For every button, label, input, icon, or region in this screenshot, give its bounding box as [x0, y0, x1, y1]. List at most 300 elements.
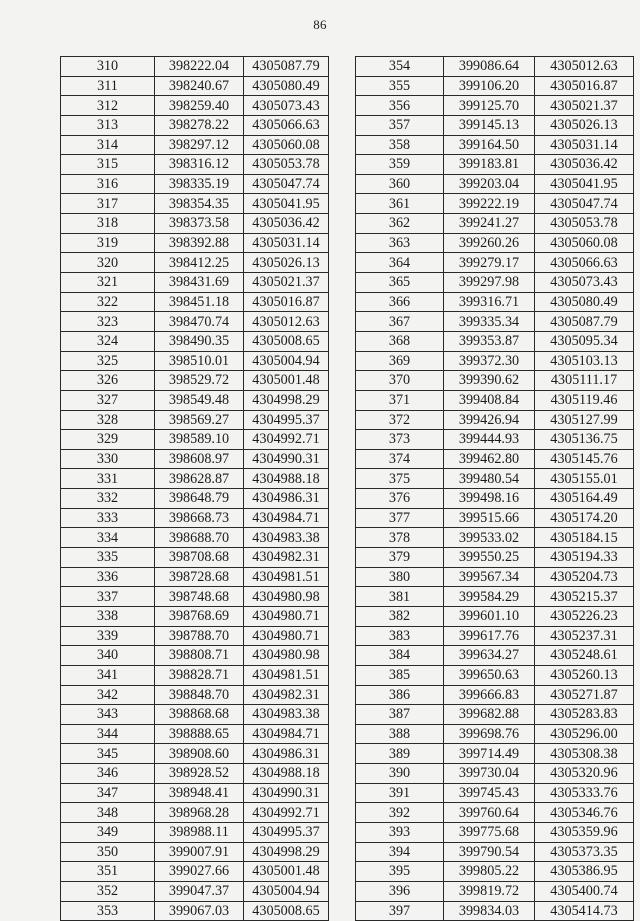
x-coordinate-cell: 398335.19 — [155, 174, 244, 194]
table-row — [61, 665, 329, 685]
x-coordinate-cell: 399515.66 — [444, 508, 535, 528]
point-number-cell: 353 — [61, 901, 155, 921]
point-number-cell: 393 — [356, 822, 444, 842]
table-row — [356, 764, 634, 784]
y-coordinate-cell: 4304988.18 — [244, 469, 329, 489]
y-coordinate-cell: 4305119.46 — [535, 390, 634, 410]
y-coordinate-cell: 4304998.29 — [244, 842, 329, 862]
x-coordinate-cell: 399819.72 — [444, 881, 535, 901]
table-row — [61, 764, 329, 784]
table-row — [61, 76, 329, 96]
y-coordinate-cell: 4305026.13 — [244, 253, 329, 273]
table-row — [356, 371, 634, 391]
table-row — [61, 705, 329, 725]
y-coordinate-cell: 4304982.31 — [244, 548, 329, 568]
x-coordinate-cell: 399730.04 — [444, 764, 535, 784]
table-row — [61, 901, 329, 921]
point-number-cell: 377 — [356, 508, 444, 528]
point-number-cell: 361 — [356, 194, 444, 214]
y-coordinate-cell: 4305320.96 — [535, 764, 634, 784]
x-coordinate-cell: 398928.52 — [155, 764, 244, 784]
point-number-cell: 387 — [356, 705, 444, 725]
table-row — [356, 665, 634, 685]
point-number-cell: 396 — [356, 881, 444, 901]
table-row — [61, 587, 329, 607]
y-coordinate-cell: 4305184.15 — [535, 528, 634, 548]
y-coordinate-cell: 4304983.38 — [244, 528, 329, 548]
x-coordinate-cell: 398768.69 — [155, 606, 244, 626]
y-coordinate-cell: 4304980.71 — [244, 606, 329, 626]
point-number-cell: 321 — [61, 273, 155, 293]
x-coordinate-cell: 398569.27 — [155, 410, 244, 430]
y-coordinate-cell: 4305016.87 — [244, 292, 329, 312]
point-number-cell: 366 — [356, 292, 444, 312]
table-row — [356, 174, 634, 194]
table-row — [61, 351, 329, 371]
table-row — [61, 803, 329, 823]
y-coordinate-cell: 4305004.94 — [244, 351, 329, 371]
table-row — [356, 155, 634, 175]
y-coordinate-cell: 4305087.79 — [244, 57, 329, 77]
table-row — [356, 606, 634, 626]
x-coordinate-cell: 398788.70 — [155, 626, 244, 646]
y-coordinate-cell: 4305041.95 — [535, 174, 634, 194]
point-number-cell: 364 — [356, 253, 444, 273]
y-coordinate-cell: 4305155.01 — [535, 469, 634, 489]
point-number-cell: 340 — [61, 646, 155, 666]
table-row — [61, 135, 329, 155]
point-number-cell: 337 — [61, 587, 155, 607]
y-coordinate-cell: 4305215.37 — [535, 587, 634, 607]
x-coordinate-cell: 398549.48 — [155, 390, 244, 410]
point-number-cell: 331 — [61, 469, 155, 489]
y-coordinate-cell: 4305271.87 — [535, 685, 634, 705]
y-coordinate-cell: 4305296.00 — [535, 724, 634, 744]
x-coordinate-cell: 398278.22 — [155, 115, 244, 135]
table-row — [356, 312, 634, 332]
table-row — [61, 115, 329, 135]
table-row — [61, 548, 329, 568]
table-row — [356, 567, 634, 587]
table-row — [356, 685, 634, 705]
y-coordinate-cell: 4305414.73 — [535, 901, 634, 921]
table-row — [356, 449, 634, 469]
point-number-cell: 367 — [356, 312, 444, 332]
table-row — [61, 214, 329, 234]
point-number-cell: 350 — [61, 842, 155, 862]
y-coordinate-cell: 4304980.98 — [244, 587, 329, 607]
y-coordinate-cell: 4304980.71 — [244, 626, 329, 646]
point-number-cell: 376 — [356, 489, 444, 509]
table-row — [61, 881, 329, 901]
point-number-cell: 348 — [61, 803, 155, 823]
x-coordinate-cell: 398392.88 — [155, 233, 244, 253]
x-coordinate-cell: 399634.27 — [444, 646, 535, 666]
y-coordinate-cell: 4305237.31 — [535, 626, 634, 646]
table-row — [61, 430, 329, 450]
x-coordinate-cell: 398948.41 — [155, 783, 244, 803]
x-coordinate-cell: 399047.37 — [155, 881, 244, 901]
y-coordinate-cell: 4305087.79 — [535, 312, 634, 332]
x-coordinate-cell: 398988.11 — [155, 822, 244, 842]
y-coordinate-cell: 4305016.87 — [535, 76, 634, 96]
x-coordinate-cell: 399183.81 — [444, 155, 535, 175]
x-coordinate-cell: 399316.71 — [444, 292, 535, 312]
y-coordinate-cell: 4305226.23 — [535, 606, 634, 626]
table-row — [61, 253, 329, 273]
table-row — [356, 803, 634, 823]
y-coordinate-cell: 4304984.71 — [244, 508, 329, 528]
x-coordinate-cell: 399567.34 — [444, 567, 535, 587]
point-number-cell: 395 — [356, 862, 444, 882]
point-number-cell: 390 — [356, 764, 444, 784]
x-coordinate-cell: 399834.03 — [444, 901, 535, 921]
point-number-cell: 349 — [61, 822, 155, 842]
y-coordinate-cell: 4305164.49 — [535, 489, 634, 509]
x-coordinate-cell: 399550.25 — [444, 548, 535, 568]
x-coordinate-cell: 399203.04 — [444, 174, 535, 194]
x-coordinate-cell: 398908.60 — [155, 744, 244, 764]
y-coordinate-cell: 4305004.94 — [244, 881, 329, 901]
y-coordinate-cell: 4305204.73 — [535, 567, 634, 587]
x-coordinate-cell: 399805.22 — [444, 862, 535, 882]
point-number-cell: 384 — [356, 646, 444, 666]
x-coordinate-cell: 398240.67 — [155, 76, 244, 96]
x-coordinate-cell: 399426.94 — [444, 410, 535, 430]
table-row — [61, 273, 329, 293]
table-row — [61, 174, 329, 194]
point-number-cell: 375 — [356, 469, 444, 489]
y-coordinate-cell: 4304990.31 — [244, 783, 329, 803]
point-number-cell: 386 — [356, 685, 444, 705]
point-number-cell: 314 — [61, 135, 155, 155]
x-coordinate-cell: 399297.98 — [444, 273, 535, 293]
y-coordinate-cell: 4305066.63 — [535, 253, 634, 273]
y-coordinate-cell: 4305136.75 — [535, 430, 634, 450]
x-coordinate-cell: 399067.03 — [155, 901, 244, 921]
coordinates-table-left-body — [61, 57, 329, 921]
point-number-cell: 342 — [61, 685, 155, 705]
point-number-cell: 358 — [356, 135, 444, 155]
point-number-cell: 394 — [356, 842, 444, 862]
point-number-cell: 313 — [61, 115, 155, 135]
table-row — [61, 489, 329, 509]
x-coordinate-cell: 399650.63 — [444, 665, 535, 685]
point-number-cell: 318 — [61, 214, 155, 234]
point-number-cell: 355 — [356, 76, 444, 96]
table-row — [356, 626, 634, 646]
point-number-cell: 323 — [61, 312, 155, 332]
table-row — [61, 331, 329, 351]
y-coordinate-cell: 4305026.13 — [535, 115, 634, 135]
x-coordinate-cell: 398354.35 — [155, 194, 244, 214]
x-coordinate-cell: 398808.71 — [155, 646, 244, 666]
x-coordinate-cell: 399584.29 — [444, 587, 535, 607]
table-row — [356, 528, 634, 548]
x-coordinate-cell: 398968.28 — [155, 803, 244, 823]
point-number-cell: 345 — [61, 744, 155, 764]
y-coordinate-cell: 4304998.29 — [244, 390, 329, 410]
y-coordinate-cell: 4305001.48 — [244, 862, 329, 882]
x-coordinate-cell: 398490.35 — [155, 331, 244, 351]
y-coordinate-cell: 4305036.42 — [244, 214, 329, 234]
table-row — [356, 489, 634, 509]
point-number-cell: 371 — [356, 390, 444, 410]
x-coordinate-cell: 399790.54 — [444, 842, 535, 862]
point-number-cell: 369 — [356, 351, 444, 371]
point-number-cell: 392 — [356, 803, 444, 823]
point-number-cell: 329 — [61, 430, 155, 450]
x-coordinate-cell: 398608.97 — [155, 449, 244, 469]
x-coordinate-cell: 399408.84 — [444, 390, 535, 410]
table-row — [61, 57, 329, 77]
y-coordinate-cell: 4305060.08 — [535, 233, 634, 253]
y-coordinate-cell: 4305012.63 — [535, 57, 634, 77]
point-number-cell: 357 — [356, 115, 444, 135]
point-number-cell: 328 — [61, 410, 155, 430]
x-coordinate-cell: 399682.88 — [444, 705, 535, 725]
x-coordinate-cell: 398668.73 — [155, 508, 244, 528]
table-row — [61, 449, 329, 469]
table-row — [61, 646, 329, 666]
table-row — [61, 626, 329, 646]
table-row — [356, 783, 634, 803]
point-number-cell: 322 — [61, 292, 155, 312]
point-number-cell: 382 — [356, 606, 444, 626]
y-coordinate-cell: 4305386.95 — [535, 862, 634, 882]
table-row — [356, 430, 634, 450]
x-coordinate-cell: 399145.13 — [444, 115, 535, 135]
y-coordinate-cell: 4305066.63 — [244, 115, 329, 135]
table-row — [356, 76, 634, 96]
point-number-cell: 359 — [356, 155, 444, 175]
y-coordinate-cell: 4305041.95 — [244, 194, 329, 214]
table-row — [61, 390, 329, 410]
point-number-cell: 327 — [61, 390, 155, 410]
point-number-cell: 317 — [61, 194, 155, 214]
table-row — [61, 783, 329, 803]
point-number-cell: 385 — [356, 665, 444, 685]
table-row — [61, 862, 329, 882]
table-row — [356, 881, 634, 901]
y-coordinate-cell: 4305346.76 — [535, 803, 634, 823]
table-row — [356, 469, 634, 489]
x-coordinate-cell: 399480.54 — [444, 469, 535, 489]
y-coordinate-cell: 4304983.38 — [244, 705, 329, 725]
x-coordinate-cell: 398470.74 — [155, 312, 244, 332]
point-number-cell: 319 — [61, 233, 155, 253]
x-coordinate-cell: 398529.72 — [155, 371, 244, 391]
coordinates-table-left — [60, 56, 329, 921]
point-number-cell: 332 — [61, 489, 155, 509]
y-coordinate-cell: 4305036.42 — [535, 155, 634, 175]
page-number: 86 — [313, 17, 327, 32]
coordinates-table-right — [355, 56, 634, 921]
table-row — [356, 135, 634, 155]
y-coordinate-cell: 4305359.96 — [535, 822, 634, 842]
y-coordinate-cell: 4305111.17 — [535, 371, 634, 391]
y-coordinate-cell: 4305001.48 — [244, 371, 329, 391]
point-number-cell: 381 — [356, 587, 444, 607]
table-row — [356, 331, 634, 351]
table-row — [356, 57, 634, 77]
table-row — [61, 312, 329, 332]
point-number-cell: 346 — [61, 764, 155, 784]
table-row — [61, 842, 329, 862]
x-coordinate-cell: 398848.70 — [155, 685, 244, 705]
point-number-cell: 333 — [61, 508, 155, 528]
point-number-cell: 312 — [61, 96, 155, 116]
table-row — [61, 528, 329, 548]
y-coordinate-cell: 4305095.34 — [535, 331, 634, 351]
y-coordinate-cell: 4305194.33 — [535, 548, 634, 568]
x-coordinate-cell: 399164.50 — [444, 135, 535, 155]
table-row — [356, 96, 634, 116]
y-coordinate-cell: 4304981.51 — [244, 567, 329, 587]
table-row — [356, 115, 634, 135]
point-number-cell: 351 — [61, 862, 155, 882]
y-coordinate-cell: 4305248.61 — [535, 646, 634, 666]
table-row — [61, 508, 329, 528]
point-number-cell: 383 — [356, 626, 444, 646]
x-coordinate-cell: 398297.12 — [155, 135, 244, 155]
x-coordinate-cell: 399760.64 — [444, 803, 535, 823]
x-coordinate-cell: 398431.69 — [155, 273, 244, 293]
x-coordinate-cell: 398888.65 — [155, 724, 244, 744]
x-coordinate-cell: 399353.87 — [444, 331, 535, 351]
x-coordinate-cell: 399372.30 — [444, 351, 535, 371]
y-coordinate-cell: 4305047.74 — [244, 174, 329, 194]
table-row — [356, 233, 634, 253]
y-coordinate-cell: 4305333.76 — [535, 783, 634, 803]
y-coordinate-cell: 4305053.78 — [244, 155, 329, 175]
point-number-cell: 365 — [356, 273, 444, 293]
point-number-cell: 334 — [61, 528, 155, 548]
x-coordinate-cell: 399125.70 — [444, 96, 535, 116]
y-coordinate-cell: 4305127.99 — [535, 410, 634, 430]
x-coordinate-cell: 398728.68 — [155, 567, 244, 587]
y-coordinate-cell: 4305012.63 — [244, 312, 329, 332]
y-coordinate-cell: 4305145.76 — [535, 449, 634, 469]
point-number-cell: 325 — [61, 351, 155, 371]
point-number-cell: 388 — [356, 724, 444, 744]
x-coordinate-cell: 398259.40 — [155, 96, 244, 116]
table-row — [61, 292, 329, 312]
x-coordinate-cell: 399714.49 — [444, 744, 535, 764]
y-coordinate-cell: 4304984.71 — [244, 724, 329, 744]
x-coordinate-cell: 399007.91 — [155, 842, 244, 862]
point-number-cell: 379 — [356, 548, 444, 568]
x-coordinate-cell: 399617.76 — [444, 626, 535, 646]
y-coordinate-cell: 4305047.74 — [535, 194, 634, 214]
point-number-cell: 341 — [61, 665, 155, 685]
table-row — [61, 469, 329, 489]
y-coordinate-cell: 4304995.37 — [244, 410, 329, 430]
table-row — [356, 273, 634, 293]
table-row — [356, 508, 634, 528]
point-number-cell: 368 — [356, 331, 444, 351]
x-coordinate-cell: 398589.10 — [155, 430, 244, 450]
y-coordinate-cell: 4305308.38 — [535, 744, 634, 764]
y-coordinate-cell: 4305073.43 — [535, 273, 634, 293]
point-number-cell: 343 — [61, 705, 155, 725]
table-row — [356, 351, 634, 371]
y-coordinate-cell: 4305080.49 — [535, 292, 634, 312]
table-row — [356, 390, 634, 410]
y-coordinate-cell: 4305373.35 — [535, 842, 634, 862]
point-number-cell: 373 — [356, 430, 444, 450]
y-coordinate-cell: 4305400.74 — [535, 881, 634, 901]
point-number-cell: 380 — [356, 567, 444, 587]
y-coordinate-cell: 4305073.43 — [244, 96, 329, 116]
table-row — [61, 371, 329, 391]
point-number-cell: 344 — [61, 724, 155, 744]
point-number-cell: 354 — [356, 57, 444, 77]
y-coordinate-cell: 4304988.18 — [244, 764, 329, 784]
y-coordinate-cell: 4305008.65 — [244, 331, 329, 351]
y-coordinate-cell: 4304995.37 — [244, 822, 329, 842]
y-coordinate-cell: 4305053.78 — [535, 214, 634, 234]
point-number-cell: 347 — [61, 783, 155, 803]
table-row — [61, 724, 329, 744]
point-number-cell: 320 — [61, 253, 155, 273]
x-coordinate-cell: 399027.66 — [155, 862, 244, 882]
point-number-cell: 374 — [356, 449, 444, 469]
y-coordinate-cell: 4304986.31 — [244, 489, 329, 509]
x-coordinate-cell: 398708.68 — [155, 548, 244, 568]
y-coordinate-cell: 4305008.65 — [244, 901, 329, 921]
x-coordinate-cell: 399666.83 — [444, 685, 535, 705]
table-row — [356, 292, 634, 312]
table-row — [61, 567, 329, 587]
y-coordinate-cell: 4304992.71 — [244, 430, 329, 450]
point-number-cell: 339 — [61, 626, 155, 646]
point-number-cell: 330 — [61, 449, 155, 469]
x-coordinate-cell: 398222.04 — [155, 57, 244, 77]
table-row — [356, 862, 634, 882]
table-row — [356, 822, 634, 842]
x-coordinate-cell: 398828.71 — [155, 665, 244, 685]
y-coordinate-cell: 4305260.13 — [535, 665, 634, 685]
table-row — [356, 194, 634, 214]
y-coordinate-cell: 4305283.83 — [535, 705, 634, 725]
x-coordinate-cell: 399222.19 — [444, 194, 535, 214]
point-number-cell: 370 — [356, 371, 444, 391]
y-coordinate-cell: 4304982.31 — [244, 685, 329, 705]
x-coordinate-cell: 398688.70 — [155, 528, 244, 548]
x-coordinate-cell: 399745.43 — [444, 783, 535, 803]
y-coordinate-cell: 4304992.71 — [244, 803, 329, 823]
point-number-cell: 363 — [356, 233, 444, 253]
x-coordinate-cell: 399086.64 — [444, 57, 535, 77]
point-number-cell: 315 — [61, 155, 155, 175]
x-coordinate-cell: 398748.68 — [155, 587, 244, 607]
y-coordinate-cell: 4304986.31 — [244, 744, 329, 764]
x-coordinate-cell: 399260.26 — [444, 233, 535, 253]
x-coordinate-cell: 398373.58 — [155, 214, 244, 234]
y-coordinate-cell: 4304981.51 — [244, 665, 329, 685]
table-row — [356, 646, 634, 666]
x-coordinate-cell: 399241.27 — [444, 214, 535, 234]
coordinates-table-right-body — [356, 57, 634, 921]
y-coordinate-cell: 4305021.37 — [244, 273, 329, 293]
x-coordinate-cell: 399601.10 — [444, 606, 535, 626]
x-coordinate-cell: 398316.12 — [155, 155, 244, 175]
point-number-cell: 360 — [356, 174, 444, 194]
point-number-cell: 378 — [356, 528, 444, 548]
y-coordinate-cell: 4304990.31 — [244, 449, 329, 469]
point-number-cell: 311 — [61, 76, 155, 96]
